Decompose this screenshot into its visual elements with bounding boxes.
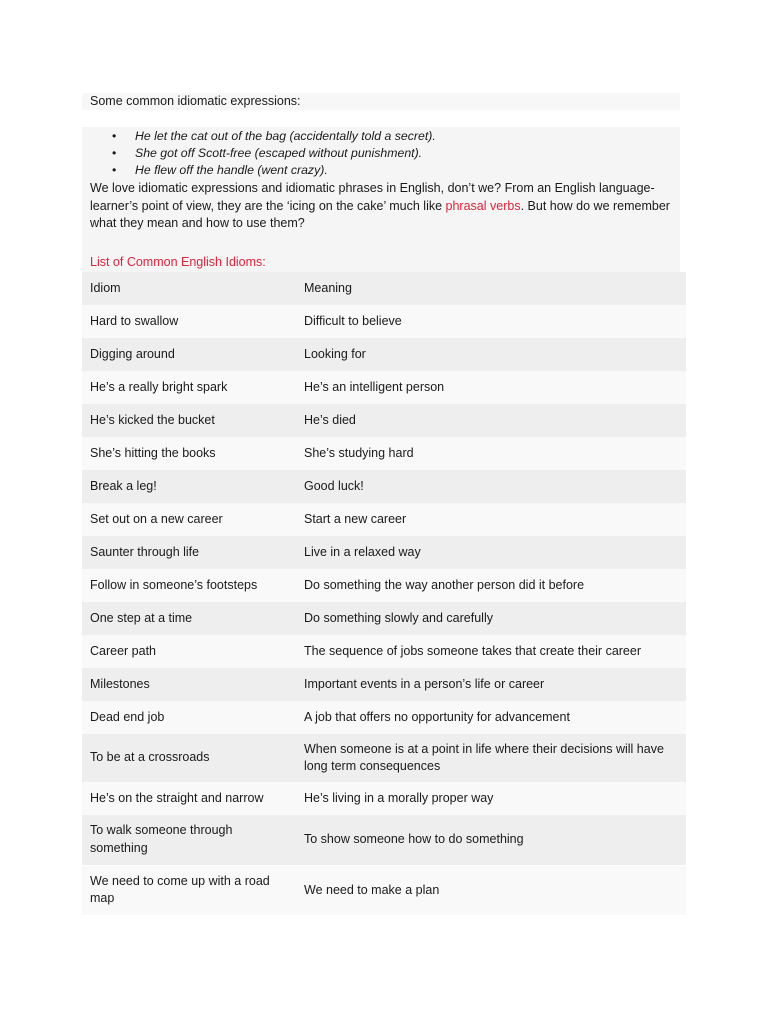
column-header-idiom: Idiom	[82, 272, 296, 305]
idiom-cell: He’s a really bright spark	[82, 371, 296, 404]
meaning-cell: Live in a relaxed way	[296, 536, 686, 569]
meaning-cell: The sequence of jobs someone takes that create their career	[296, 635, 686, 668]
table-row	[82, 815, 686, 865]
table-row	[82, 865, 686, 915]
paragraph-text-end: . But how do we remember what they mean and how to use them?	[90, 198, 670, 230]
table-row	[82, 734, 686, 782]
table-row	[82, 338, 686, 371]
meaning-cell: Difficult to believe	[296, 305, 686, 338]
list-item: • He flew off the handle (went crazy).	[90, 162, 436, 179]
idiom-cell: To be at a crossroads	[82, 734, 296, 782]
example-bullet-list	[90, 128, 436, 179]
meaning-cell: Important events in a person’s life or career	[296, 668, 686, 701]
table-row	[82, 668, 686, 701]
idiom-cell: Hard to swallow	[82, 305, 296, 338]
meaning-cell: When someone is at a point in life where their decisions will have long term consequences	[296, 734, 686, 782]
idiom-cell: Set out on a new career	[82, 503, 296, 536]
meaning-cell: Good luck!	[296, 470, 686, 503]
paragraph-text-start: We love idiomatic expressions and idiomatic phrases in English, don’t we? From an English language-learner’s point of view, they are the ‘icing on the cake’ much like	[90, 181, 655, 213]
table-row	[82, 701, 686, 734]
idiom-cell: Dead end job	[82, 701, 296, 734]
meaning-cell: Looking for	[296, 338, 686, 371]
table-row	[82, 470, 686, 503]
table-row	[82, 602, 686, 635]
table-row	[82, 437, 686, 470]
intro-heading: Some common idiomatic expressions:	[82, 93, 680, 110]
list-item: • He let the cat out of the bag (accidentally told a secret).	[90, 128, 436, 145]
meaning-cell: She’s studying hard	[296, 437, 686, 470]
idiom-cell: We need to come up with a road map	[82, 865, 296, 915]
meaning-cell: Do something slowly and carefully	[296, 602, 686, 635]
table-row	[82, 782, 686, 815]
phrasal-verbs-link[interactable]: phrasal verbs	[445, 198, 521, 213]
idiom-cell: Saunter through life	[82, 536, 296, 569]
meaning-cell: He’s an intelligent person	[296, 371, 686, 404]
idiom-cell: To walk someone through something	[82, 815, 296, 865]
meaning-cell: To show someone how to do something	[296, 815, 686, 865]
meaning-cell: We need to make a plan	[296, 865, 686, 915]
idiom-cell: Milestones	[82, 668, 296, 701]
meaning-cell: He’s living in a morally proper way	[296, 782, 686, 815]
table-row	[82, 371, 686, 404]
idiom-cell: She’s hitting the books	[82, 437, 296, 470]
idioms-table	[82, 272, 686, 915]
idiom-cell: Follow in someone’s footsteps	[82, 569, 296, 602]
meaning-cell: Do something the way another person did it before	[296, 569, 686, 602]
idiom-cell: Break a leg!	[82, 470, 296, 503]
table-row	[82, 635, 686, 668]
intro-paragraph	[90, 180, 672, 233]
column-header-meaning: Meaning	[296, 272, 686, 305]
list-item: • She got off Scott-free (escaped without punishment).	[90, 145, 436, 162]
meaning-cell: A job that offers no opportunity for advancement	[296, 701, 686, 734]
idioms-list-title: List of Common English Idioms:	[90, 255, 266, 269]
table-row	[82, 503, 686, 536]
intro-block	[82, 127, 680, 272]
idiom-cell: One step at a time	[82, 602, 296, 635]
idiom-cell: Career path	[82, 635, 296, 668]
meaning-cell: Start a new career	[296, 503, 686, 536]
table-row	[82, 536, 686, 569]
idiom-cell: Digging around	[82, 338, 296, 371]
table-row	[82, 305, 686, 338]
meaning-cell: He’s died	[296, 404, 686, 437]
table-row	[82, 569, 686, 602]
idiom-cell: He’s kicked the bucket	[82, 404, 296, 437]
idiom-cell: He’s on the straight and narrow	[82, 782, 296, 815]
table-row	[82, 404, 686, 437]
table-header-row	[82, 272, 686, 305]
